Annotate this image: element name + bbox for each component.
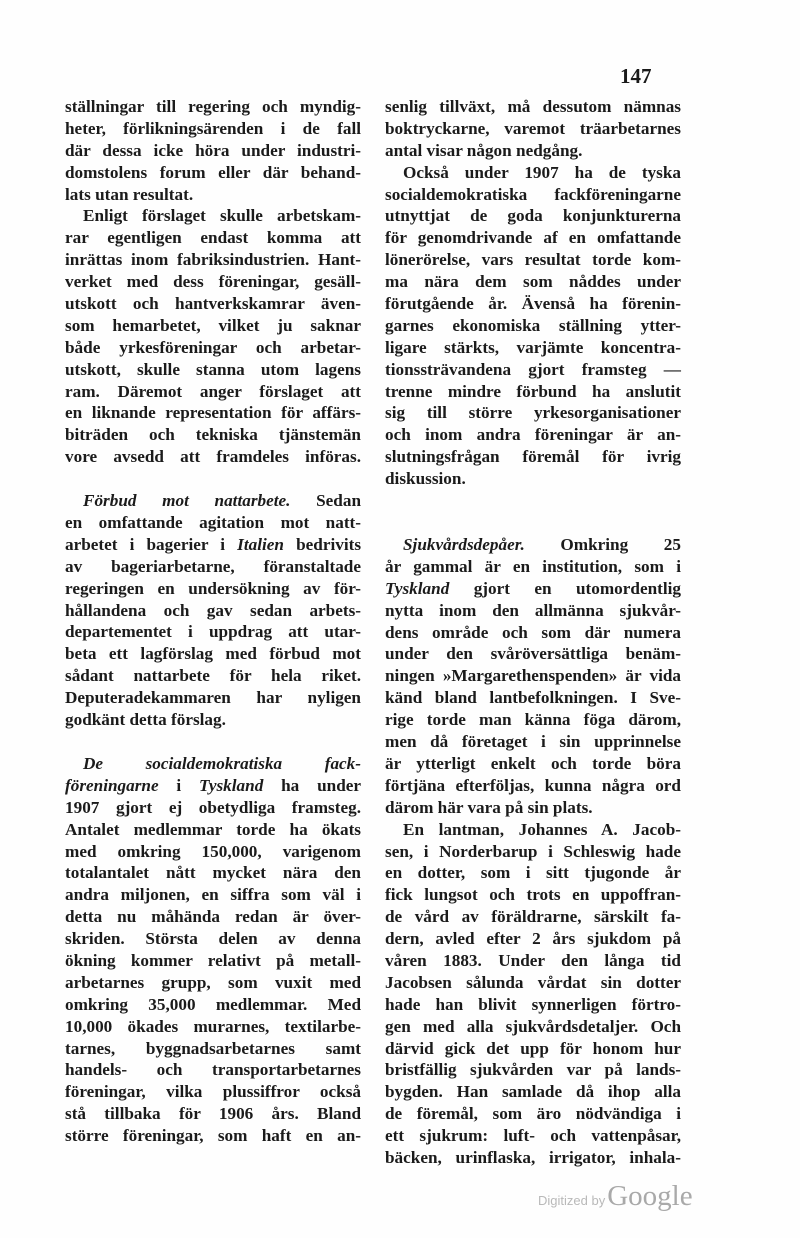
text-line: En lantman, Johannes A. Jacob- — [403, 819, 681, 839]
text-line: stå tillbaka för 1906 års. Bland — [65, 1104, 361, 1124]
text-line: senlig tillväxt, må dessutom nämnas — [385, 97, 681, 116]
text-line: regeringen en undersökning av för- — [65, 578, 361, 598]
text-line: föreningar, vilka plussiffror också — [65, 1082, 361, 1102]
text-line: diskussion. — [385, 469, 466, 489]
text-line: ram. Däremot anger förslaget att — [65, 381, 361, 401]
right-column — [385, 96, 681, 1169]
text-line: dens område och som där numera — [385, 622, 681, 642]
text-line: ökning kommer relativt på metall- — [65, 950, 361, 970]
text-line: en liknande representation för affärs- — [65, 403, 361, 423]
watermark-prefix: Digitized by — [538, 1193, 606, 1208]
text-line: totalantalet nått mycket nära den — [65, 863, 361, 883]
text-line: utskott, skulle stanna utom lagens — [65, 359, 361, 379]
paragraph-arbetskamrar — [65, 205, 361, 468]
text-line: antal visar någon nedgång. — [385, 140, 583, 160]
text-line: år gammal är en institution, som i — [385, 556, 681, 576]
paragraph-continuation — [65, 96, 361, 205]
text-line: dern, avled efter 2 års sjukdom på — [385, 929, 681, 949]
text-line: Förbud mot nattarbete. Sedan — [83, 491, 362, 511]
text-line: ma nära dem som nåddes under — [385, 272, 681, 292]
text-line: godkänt detta förslag. — [65, 710, 226, 730]
text-line: socialdemokratiska fackföreningarne — [385, 184, 681, 204]
text-line: verket med dess föreningar, gesäll- — [65, 272, 361, 292]
text-line: ligare stärkts, varjämte koncentra- — [385, 337, 681, 357]
text-line: hade han blivit synnerligen förtro- — [385, 994, 681, 1014]
text-line: Tyskland gjort en utomordentlig — [385, 578, 681, 598]
text-line: Antalet medlemmar torde ha ökats — [65, 819, 361, 839]
text-line: för genomdrivande af en omfattande — [385, 228, 681, 248]
section-heading: De socialdemokratiska fack- — [83, 753, 361, 773]
text-line: Enligt förslaget skulle arbetskam- — [83, 206, 361, 226]
text-line: rige torde man känna föga därom, — [385, 710, 681, 730]
text-line: Deputeradekammaren har nyligen — [65, 688, 361, 708]
text-line: heter, förlikningsärenden i de fall — [65, 118, 361, 138]
text-line: ningen »Margarethenspenden» är vida — [385, 666, 681, 686]
text-line: 10,000 ökades murarnes, textilarbe- — [65, 1016, 361, 1036]
text-line: sig till större yrkesorganisationer — [385, 403, 681, 423]
text-line: både yrkesföreningar och arbetar- — [65, 337, 361, 357]
text-line: större föreningar, som haft en an- — [65, 1126, 361, 1146]
text-line: hållandena och gav sedan arbets- — [65, 600, 361, 620]
text-line: är ytterligt enkelt och torde böra — [385, 753, 681, 773]
text-line: gen med alla sjukvårdsdetaljer. Och — [385, 1016, 681, 1036]
text-line: därom här vara på sin plats. — [385, 797, 593, 817]
text-line: sen, i Norderbarup i Schleswig hade — [385, 841, 681, 861]
text-line: våren 1883. Under den långa tid — [385, 950, 681, 970]
text-line: och inom andra föreningar är an- — [385, 425, 681, 445]
text-line: fick lungsot och trots en uppoffran- — [385, 885, 681, 905]
text-line: känd bland lantbefolkningen. I Sve- — [385, 688, 681, 708]
text-line: rar egentligen endast komma att — [65, 228, 361, 248]
text-line: ställningar till regering och myndig- — [65, 97, 361, 116]
text-line: arbetet i bagerier i Italien bedrivits — [65, 534, 362, 554]
text-line: domstolens forum eller där behand- — [65, 162, 361, 182]
text-line: ett sjukrum: luft- och vattenpåsar, — [385, 1126, 681, 1146]
text-line: en dotter, som i sitt tjugonde år — [385, 863, 681, 883]
text-line: lats utan resultat. — [65, 184, 194, 204]
text-line: där dessa icke höra under industri- — [65, 140, 361, 160]
text-line: men då företaget i sin upprinnelse — [385, 732, 681, 752]
left-column — [65, 96, 361, 1147]
text-line: nytta inom den allmänna sjukvår- — [385, 600, 681, 620]
text-line: tarnes, byggnadsarbetarnes samt — [65, 1038, 361, 1058]
text-line: bäcken, urinflaska, irrigator, inhala- — [385, 1147, 681, 1167]
section-sjukvardsdepaer — [385, 534, 681, 819]
text-line: handels- och transportarbetarnes — [65, 1060, 361, 1080]
text-line: de föremål, som äro nödvändiga i — [385, 1104, 681, 1124]
text-line: utnyttjat de goda konjunkturerna — [385, 206, 681, 226]
text-line: detta nu måhända redan är över- — [65, 907, 361, 927]
text-line: därvid gick det upp för honom hur — [385, 1038, 681, 1058]
page-number: 147 — [620, 64, 652, 88]
text-line: under den svåröversättliga benäm- — [385, 644, 681, 664]
text-line: Jacobsen sålunda vårdat sin dotter — [385, 972, 681, 992]
text-line: utskott och hantverkskamrar även- — [65, 294, 361, 314]
section-heading: Förbud mot nattarbete. — [83, 491, 291, 511]
text-line: omkring 35,000 medlemmar. Med — [65, 994, 361, 1014]
text-line: andra miljonen, en siffra som väl i — [65, 885, 361, 905]
text-line: de vård av föräldrarne, särskilt fa- — [385, 907, 681, 927]
section-socialdemokratiska-fackforeningarne — [65, 753, 361, 1147]
text-line: lönerörelse, vars resultat torde kom- — [385, 250, 681, 270]
text-line: bygden. Han samlade då ihop alla — [385, 1082, 681, 1102]
text-line: som hemarbetet, vilket ju saknar — [65, 315, 361, 335]
text-line: trenne mindre förbund ha anslutit — [385, 381, 681, 401]
text-line: boktryckarne, varemot träarbetarnes — [385, 118, 681, 138]
text-line: tionssträvandena gjort framsteg — — [385, 359, 681, 379]
text-line: arbetarnes grupp, som vuxit med — [65, 972, 361, 992]
text-line: vore avsedd att framdeles införas. — [65, 447, 361, 467]
text-line: 1907 gjort ej obetydliga framsteg. — [65, 797, 361, 817]
google-logo: Google — [607, 1180, 693, 1212]
text-line: beta ett lagförslag med förbud mot — [65, 644, 361, 664]
paragraph-ocksa-under-1907 — [385, 162, 681, 490]
text-line: inrättas inom fabriksindustrien. Hant- — [65, 250, 361, 270]
paragraph-johannes-jacobsen — [385, 819, 681, 1169]
text-line: garnes ekonomiska ställning ytter- — [385, 315, 681, 335]
text-line: departementet i uppdrag att utar- — [65, 622, 361, 642]
paragraph-continuation — [385, 96, 681, 162]
text-line: av bageriarbetarne, föranstaltade — [65, 556, 361, 576]
text-line: skriden. Största delen av denna — [65, 929, 361, 949]
section-forbud-mot-nattarbete — [65, 490, 361, 731]
digitized-by-google-watermark — [538, 1180, 693, 1213]
text-line: biträden och tekniska tjänstemän — [65, 425, 361, 445]
text-line: slutningsfrågan föremål för ivrig — [385, 447, 681, 467]
text-line: Sjukvårdsdepåer. Omkring 25 — [403, 535, 681, 555]
text-line: sådant nattarbete för hela riket. — [65, 666, 361, 686]
text-line: en omfattande agitation mot natt- — [65, 513, 361, 533]
text-line: förtjäna efterföljas, kunna några ord — [385, 775, 681, 795]
text-line: förutgående år. Ävenså ha förenin- — [385, 294, 681, 314]
text-line: bristfällig sjukvården var på lands- — [385, 1060, 681, 1080]
text-line: Också under 1907 ha de tyska — [403, 162, 681, 182]
text-line: med omkring 150,000, varigenom — [65, 841, 361, 861]
text-line: föreningarne i Tyskland ha under — [65, 775, 362, 795]
section-heading: Sjukvårdsdepåer. — [403, 535, 525, 555]
